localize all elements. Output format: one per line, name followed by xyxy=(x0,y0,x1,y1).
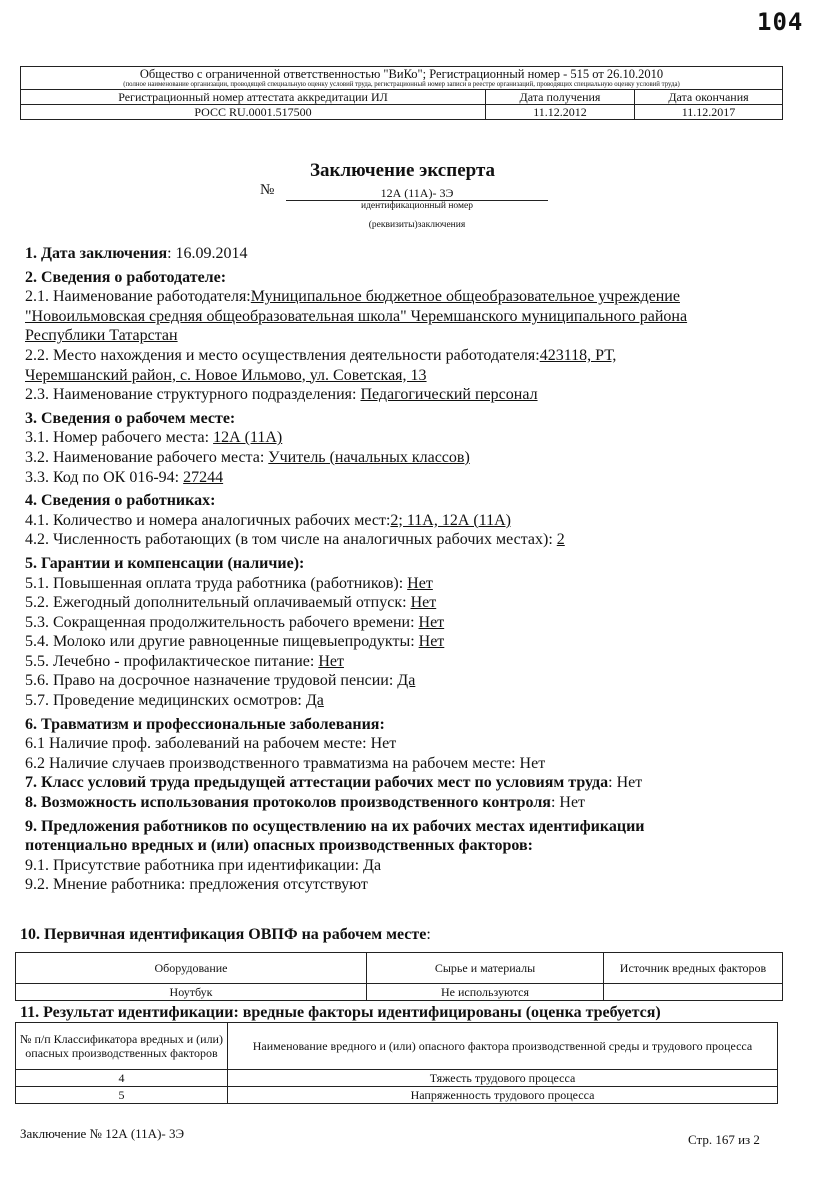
t11-row1-number: 4 xyxy=(16,1070,228,1087)
ovpf-table xyxy=(15,952,783,1001)
s2-3 xyxy=(25,385,805,405)
s2-3-value: Педагогический персонал xyxy=(360,386,538,404)
s5-5 xyxy=(25,652,805,672)
s4-2-label: 4.2. Численность работающих (в том числе на аналогичных рабочих местах): xyxy=(25,531,553,549)
s6-2-value: Нет xyxy=(519,754,546,772)
t10-header-sources: Источник вредных факторов xyxy=(604,953,783,984)
s11-value: : вредные факторы идентифицированы (оценка требуется) xyxy=(233,1004,661,1021)
s9-1-label: 9.1. Присутствие работника при идентификации: xyxy=(25,856,360,874)
date-end-label: Дата окончания xyxy=(635,90,783,105)
page-number: 104 xyxy=(757,8,804,36)
t11-header-number: № п/п Классификатора вредных и (или) опасных производственных факторов xyxy=(16,1023,228,1070)
footer-right: Стр. 167 из 2 xyxy=(688,1132,760,1147)
s3-3-value: 27244 xyxy=(183,468,224,486)
number-note-2: (реквизиты)заключения xyxy=(368,220,466,230)
accr-label: Регистрационный номер аттестата аккредитации ИЛ xyxy=(21,90,486,105)
s3-3 xyxy=(25,468,805,488)
s5-3-value: Нет xyxy=(418,613,445,631)
identification-table xyxy=(15,1022,778,1104)
s7-label: 7. Класс условий труда предыдущей аттестации рабочих мест по условиям труда xyxy=(25,774,609,792)
s6-1-label: 6.1 Наличие проф. заболеваний на рабочем месте: xyxy=(25,735,367,753)
s3-2-label: 3.2. Наименование рабочего места: xyxy=(25,448,265,466)
table-row xyxy=(16,1087,778,1104)
t10-header-equipment: Оборудование xyxy=(16,953,367,984)
accr-value: РОСС RU.0001.517500 xyxy=(21,105,486,120)
s6-title: 6. Травматизм и профессиональные заболевания: xyxy=(25,715,385,733)
s2-1 xyxy=(25,287,805,307)
s6-1-value: Нет xyxy=(370,735,397,753)
s5-5-label: 5.5. Лечебно - профилактическое питание: xyxy=(25,652,315,670)
s11-title: 11. Результат идентификации xyxy=(20,1004,234,1021)
s3-3-label: 3.3. Код по ОК 016-94: xyxy=(25,468,180,486)
s9-1-value: Да xyxy=(363,856,382,874)
table-row xyxy=(16,1070,778,1087)
s5-1-label: 5.1. Повышенная оплата труда работника (работников): xyxy=(25,574,404,592)
t10-cell-materials: Не используются xyxy=(367,984,604,1001)
t11-header-factor: Наименование вредного и (или) опасного фактора производственной среды и трудового процесса xyxy=(228,1023,778,1070)
s9-2-value: предложения отсутствуют xyxy=(189,876,368,894)
s3-1 xyxy=(25,428,805,448)
s1-label: 1. Дата заключения xyxy=(25,245,168,262)
s4-1-value: 2; 11А, 12А (11А) xyxy=(390,511,511,529)
s6-2 xyxy=(25,754,805,774)
s4-1 xyxy=(25,511,805,531)
s5-6 xyxy=(25,671,805,691)
s5-3 xyxy=(25,613,805,633)
s5-title: 5. Гарантии и компенсации (наличие): xyxy=(25,554,305,572)
s2-1-value-3: Республики Татарстан xyxy=(25,327,178,345)
s5-4 xyxy=(25,632,805,652)
s3-1-label: 3.1. Номер рабочего места: xyxy=(25,429,210,447)
s5-3-label: 5.3. Сокращенная продолжительность рабочего времени: xyxy=(25,613,415,631)
conclusion-number: 12А (11А)- 3Э xyxy=(286,186,548,201)
s9-2 xyxy=(25,875,805,895)
s5-2-value: Нет xyxy=(410,594,437,612)
s5-4-label: 5.4. Молоко или другие равноценные пищевыепродукты: xyxy=(25,633,415,651)
s4-title: 4. Сведения о работниках: xyxy=(25,492,216,510)
s10-heading xyxy=(20,926,431,944)
s3-1-value: 12А (11А) xyxy=(213,429,283,447)
s5-2-label: 5.2. Ежегодный дополнительный оплачиваемый отпуск: xyxy=(25,594,407,612)
s2-1-value-1: Муниципальное бюджетное общеобразовательное учреждение xyxy=(250,288,680,306)
number-note-1: идентификационный номер xyxy=(361,201,473,211)
s9-2-label: 9.2. Мнение работника: xyxy=(25,876,186,894)
s5-5-value: Нет xyxy=(318,652,344,670)
s2-3-label: 2.3. Наименование структурного подразделения: xyxy=(25,386,357,404)
s5-6-label: 5.6. Право на досрочное назначение трудовой пенсии: xyxy=(25,672,394,690)
s9-title-2: потенциально вредных и (или) опасных производственных факторов: xyxy=(25,837,533,855)
t10-cell-sources xyxy=(604,984,783,1001)
s1 xyxy=(25,244,805,264)
date-end-value: 11.12.2017 xyxy=(635,105,783,120)
s5-1 xyxy=(25,574,805,594)
s5-4-value: Нет xyxy=(418,633,445,651)
s2-2 xyxy=(25,346,805,366)
s5-2 xyxy=(25,593,805,613)
s10-title: 10. Первичная идентификация ОВПФ на рабочем месте xyxy=(20,926,427,943)
s2-2-value-2: Черемшанский район, с. Новое Ильмово, ул. Советская, 13 xyxy=(25,366,427,384)
t10-cell-equipment: Ноутбук xyxy=(16,984,367,1001)
s5-1-value: Нет xyxy=(407,574,433,592)
s9-1 xyxy=(25,856,805,876)
s1-value: : 16.09.2014 xyxy=(167,245,248,262)
s8-value: : Нет xyxy=(550,794,586,812)
s4-1-label: 4.1. Количество и номера аналогичных рабочих мест: xyxy=(25,511,391,529)
org-name: Общество с ограниченной ответственностью "ВиКо"; Регистрационный номер - 515 от 26.10.2010 xyxy=(21,67,783,82)
s6-2-label: 6.2 Наличие случаев производственного травматизма на рабочем месте: xyxy=(25,754,516,772)
s7 xyxy=(25,773,805,793)
t10-header-materials: Сырье и материалы xyxy=(367,953,604,984)
s5-7-label: 5.7. Проведение медицинских осмотров: xyxy=(25,692,302,710)
t11-row2-number: 5 xyxy=(16,1087,228,1104)
s7-value: : Нет xyxy=(608,774,643,792)
document-body xyxy=(25,244,805,895)
s3-2 xyxy=(25,448,805,468)
s3-2-value: Учитель (начальных классов) xyxy=(268,448,470,466)
s5-6-value: Да xyxy=(397,672,416,690)
s5-7-value: Да xyxy=(305,692,324,710)
s2-2-value-1: 423118, РТ, xyxy=(539,346,617,364)
s4-2 xyxy=(25,530,805,550)
s2-1-value-2: "Новоильмовская средняя общеобразовательная школа" Черемшанского муниципального района xyxy=(25,307,688,325)
s11-heading xyxy=(20,1004,661,1022)
header-table xyxy=(20,66,783,120)
s2-title: 2. Сведения о работодателе: xyxy=(25,268,227,286)
date-recv-label: Дата получения xyxy=(486,90,635,105)
s9-title-1: 9. Предложения работников по осуществлению на их рабочих местах идентификации xyxy=(25,817,645,835)
t11-row2-factor: Напряженность трудового процесса xyxy=(228,1087,778,1104)
footer-left: Заключение № 12А (11А)- 3Э xyxy=(20,1126,185,1141)
s4-2-value: 2 xyxy=(556,531,565,549)
s2-1-label: 2.1. Наименование работодателя: xyxy=(25,288,251,306)
document-title: Заключение эксперта xyxy=(309,160,496,181)
t11-row1-factor: Тяжесть трудового процесса xyxy=(228,1070,778,1087)
s6-1 xyxy=(25,734,805,754)
s10-colon: : xyxy=(426,926,431,943)
org-note: (полное наименование организации, проводящей специальную оценку условий труда, регистрационный номер записи в реестре организаций, проводящих специальную оценку условий труда) xyxy=(21,81,783,90)
s5-7 xyxy=(25,691,805,711)
date-recv-value: 11.12.2012 xyxy=(486,105,635,120)
s8 xyxy=(25,793,805,813)
s2-2-label: 2.2. Место нахождения и место осуществления деятельности работодателя: xyxy=(25,346,540,364)
s3-title: 3. Сведения о рабочем месте: xyxy=(25,409,236,427)
number-label: № xyxy=(260,182,275,198)
s8-label: 8. Возможность использования протоколов производственного контроля xyxy=(25,794,551,812)
